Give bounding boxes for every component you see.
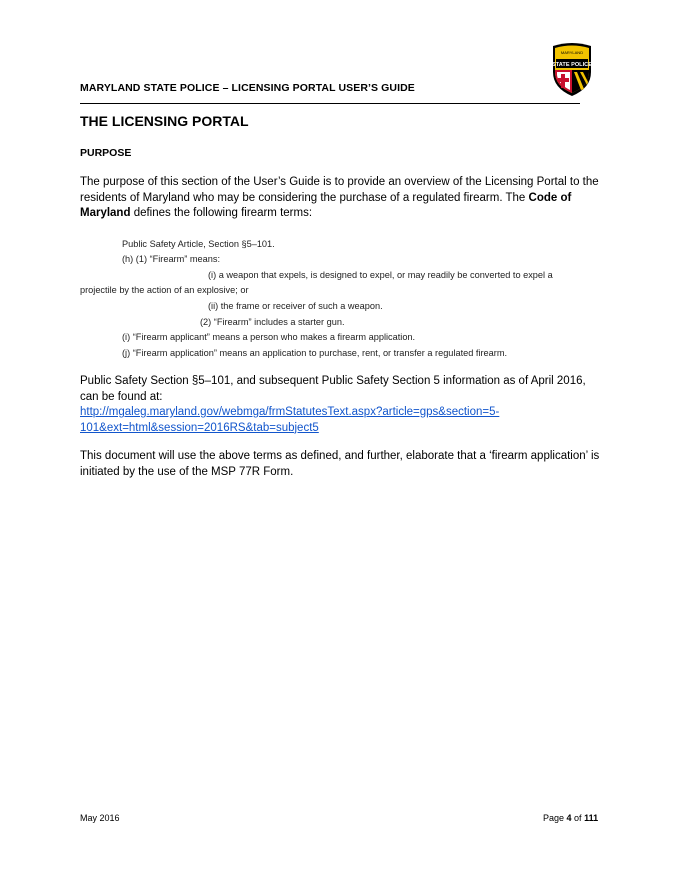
logo-top-text: MARYLAND (560, 50, 584, 55)
intro-paragraph (80, 175, 600, 222)
statute-j: (j) “Firearm application” means an application to purchase, rent, or transfer a regulated firearm. (122, 348, 508, 358)
intro-text-1: The purpose of this section of the User’s Guide is to provide an overview of the Licensing Portal to the residents of Maryland who may be considering the purchase of a regulated firearm. The (80, 176, 599, 204)
statute-link-line-2[interactable]: 101&ext=html&session=2016RS&tab=subject5 (80, 421, 319, 434)
source-paragraph (80, 374, 600, 436)
statute-link-line-1[interactable]: http://mgaleg.maryland.gov/webmga/frmStatutesText.aspx?article=gps&section=5- (80, 406, 500, 418)
footer-page-number (543, 813, 598, 823)
statute-h-2: (2) “Firearm” includes a starter gun. (200, 317, 345, 327)
statute-title: Public Safety Article, Section §5–101. (122, 239, 275, 249)
statute-link[interactable] (80, 405, 600, 436)
source-text: Public Safety Section §5–101, and subsequent Public Safety Section 5 information as of April 2016, can be found at: (80, 375, 586, 403)
maryland-state-police-logo (549, 42, 595, 98)
header-divider (80, 103, 580, 104)
page-prefix: Page (543, 813, 567, 823)
statute-i: (i) “Firearm applicant” means a person who makes a firearm application. (122, 332, 416, 342)
page-current: 4 (566, 813, 572, 823)
statute-h-1-i-continued: projectile by the action of an explosive; or (80, 285, 249, 295)
header-title: MARYLAND STATE POLICE – LICENSING PORTAL USER’S GUIDE (80, 82, 415, 94)
statute-h-1-ii: (ii) the frame or receiver of such a weapon. (208, 301, 383, 311)
subsection-title: PURPOSE (80, 147, 132, 159)
footer-date: May 2016 (80, 813, 120, 823)
page-total: 111 (584, 813, 599, 823)
intro-bold-term: Code of Maryland (80, 191, 572, 219)
statute-h-1-i: (i) a weapon that expels, is designed to expel, or may readily be converted to expel a (208, 270, 553, 280)
intro-text-2: defines the following firearm terms: (130, 207, 313, 219)
closing-paragraph: This document will use the above terms as defined, and further, elaborate that a ‘firearm application’ is initiated by the use of the MSP 77R Form. (80, 450, 600, 478)
logo-banner-text: STATE POLICE (552, 62, 592, 68)
page-of: of (571, 813, 585, 823)
statute-h: (h) (1) “Firearm” means: (122, 254, 221, 264)
section-title: THE LICENSING PORTAL (80, 113, 249, 129)
